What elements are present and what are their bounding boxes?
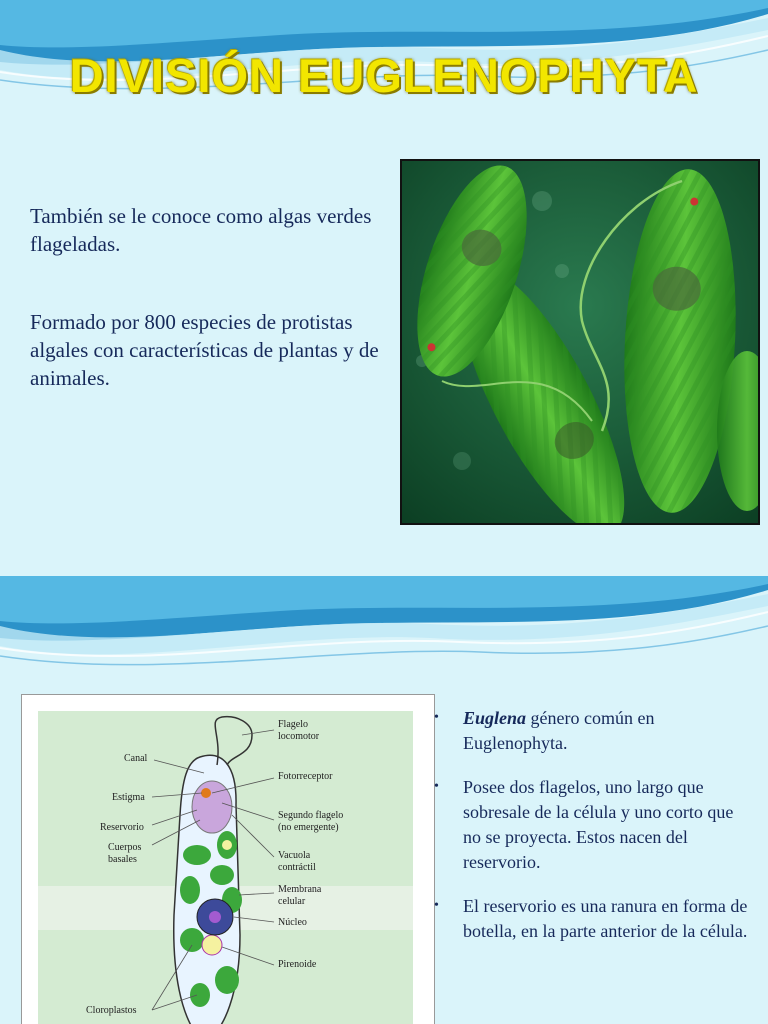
bullet-bold-term: Euglena xyxy=(463,708,527,728)
slide-2 xyxy=(0,576,768,1024)
label-flagelo: Flagelo xyxy=(278,719,308,730)
label-nucleo: Núcleo xyxy=(278,917,307,928)
label-fotorreceptor: Fotorreceptor xyxy=(278,771,333,782)
bullet-symbol: • xyxy=(434,710,439,725)
label-estigma: Estigma xyxy=(112,792,145,803)
label-cuerpos: Cuerpos xyxy=(108,842,142,853)
slide-title: DIVISIÓN EUGLENOPHYTA xyxy=(69,49,699,102)
bullet-symbol: • xyxy=(434,898,439,913)
label-membrana: Membrana xyxy=(278,884,322,895)
label-canal: Canal xyxy=(124,753,148,764)
bullet-symbol: • xyxy=(434,779,439,794)
bullet-text: género común en Euglenophyta. xyxy=(463,708,655,753)
bullet-item xyxy=(434,706,754,756)
intro-paragraph: También se le conoce como algas verdes flageladas. xyxy=(30,204,372,256)
bullet-item xyxy=(434,894,754,944)
label-no-emergente: (no emergente) xyxy=(278,822,339,833)
euglena-diagram xyxy=(21,694,435,1024)
euglena-photo xyxy=(400,159,760,525)
header-wave-decoration xyxy=(0,576,768,686)
label-celular: celular xyxy=(278,896,306,907)
bullet-text: Posee dos flagelos, uno largo que sobresale de la célula y uno corto que no se proyecta. Estos nacen del reservorio. xyxy=(463,777,734,872)
species-paragraph: Formado por 800 especies de protistas algales con características de plantas y de animales. xyxy=(30,310,379,390)
bullet-item xyxy=(434,775,754,875)
label-segundo-flagelo: Segundo flagelo xyxy=(278,810,344,821)
bullet-text: El reservorio es una ranura en forma de botella, en la parte anterior de la célula. xyxy=(463,896,748,941)
label-cloroplastos: Cloroplastos xyxy=(86,1005,137,1016)
bullet-list xyxy=(434,706,754,963)
label-basales: basales xyxy=(108,854,137,865)
label-vacuola: Vacuola xyxy=(278,850,311,861)
label-locomotor: locomotor xyxy=(278,731,320,742)
label-pirenoide: Pirenoide xyxy=(278,959,317,970)
label-contractil: contráctil xyxy=(278,862,316,873)
label-reservorio: Reservorio xyxy=(100,822,144,833)
